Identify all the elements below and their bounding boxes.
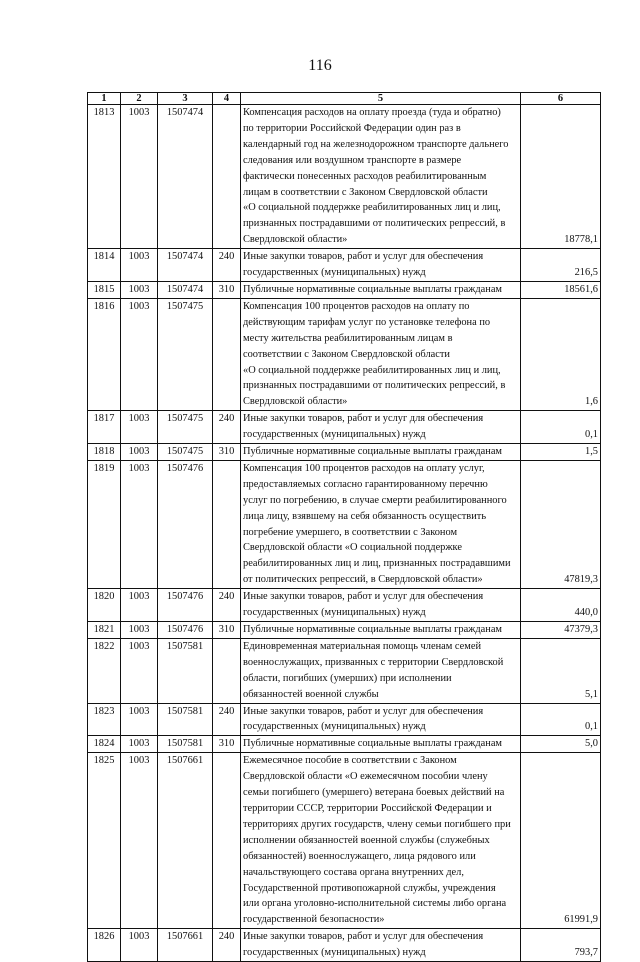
- target-article-cell: 1507476: [158, 460, 213, 588]
- section-code-cell: 1003: [121, 753, 158, 929]
- amount-cell: 1,5: [521, 444, 601, 461]
- expense-type-cell: [213, 105, 241, 249]
- table-row: [88, 298, 601, 410]
- expense-type-cell: 240: [213, 249, 241, 282]
- target-article-cell: 1507474: [158, 281, 213, 298]
- section-code-cell: 1003: [121, 460, 158, 588]
- section-code-cell: 1003: [121, 638, 158, 703]
- amount-cell: 216,5: [521, 249, 601, 282]
- target-article-cell: 1507474: [158, 249, 213, 282]
- item-name-cell: Публичные нормативные социальные выплаты гражданам: [241, 736, 521, 753]
- item-name-cell: Компенсация 100 процентов расходов на оплату по действующим тарифам услуг по установке телефона по месту жительства реабилитированным лицам в соответствии с Законом Свердловской области «О социальной поддержке реабилитированных лиц и лиц, признанных пострадавшими от политических репрессий, в Свердловской области»: [241, 298, 521, 410]
- expense-type-cell: 310: [213, 281, 241, 298]
- item-name-cell: Иные закупки товаров, работ и услуг для обеспечения государственных (муниципальных) нужд: [241, 249, 521, 282]
- header-cell: 2: [121, 93, 158, 105]
- expense-type-cell: [213, 753, 241, 929]
- section-code-cell: 1003: [121, 589, 158, 622]
- header-cell: 6: [521, 93, 601, 105]
- expense-type-cell: 310: [213, 444, 241, 461]
- section-code-cell: 1003: [121, 444, 158, 461]
- table-row: [88, 638, 601, 703]
- row-number-cell: 1822: [88, 638, 121, 703]
- amount-cell: 47379,3: [521, 622, 601, 639]
- amount-cell: 0,1: [521, 411, 601, 444]
- amount-cell: 5,0: [521, 736, 601, 753]
- amount-cell: 5,1: [521, 638, 601, 703]
- section-code-cell: 1003: [121, 736, 158, 753]
- row-number-cell: 1826: [88, 929, 121, 962]
- expense-type-cell: 240: [213, 929, 241, 962]
- target-article-cell: 1507476: [158, 589, 213, 622]
- table-row: [88, 460, 601, 588]
- item-name-cell: Иные закупки товаров, работ и услуг для обеспечения государственных (муниципальных) нужд: [241, 703, 521, 736]
- row-number-cell: 1814: [88, 249, 121, 282]
- header-cell: 1: [88, 93, 121, 105]
- expense-type-cell: [213, 638, 241, 703]
- target-article-cell: 1507661: [158, 929, 213, 962]
- target-article-cell: 1507476: [158, 622, 213, 639]
- expense-type-cell: 240: [213, 703, 241, 736]
- item-name-cell: Иные закупки товаров, работ и услуг для обеспечения государственных (муниципальных) нужд: [241, 411, 521, 444]
- budget-table: [87, 92, 601, 962]
- table-row: [88, 622, 601, 639]
- item-name-cell: Компенсация расходов на оплату проезда (туда и обратно) по территории Российской Федерации один раз в календарный год на железнодорожном транспорте дальнего следования или воздушном транспорте в размере фактически понесенных расходов реабилитированным лицам в соответствии с Законом Свердловской области «О социальной поддержке реабилитированных лиц и лиц, признанных пострадавшими от политических репрессий, в Свердловской области»: [241, 105, 521, 249]
- item-name-cell: Публичные нормативные социальные выплаты гражданам: [241, 444, 521, 461]
- amount-cell: 47819,3: [521, 460, 601, 588]
- table-row: [88, 249, 601, 282]
- section-code-cell: 1003: [121, 105, 158, 249]
- header-cell: 5: [241, 93, 521, 105]
- section-code-cell: 1003: [121, 249, 158, 282]
- row-number-cell: 1821: [88, 622, 121, 639]
- section-code-cell: 1003: [121, 281, 158, 298]
- table-row: [88, 753, 601, 929]
- table-row: [88, 411, 601, 444]
- row-number-cell: 1825: [88, 753, 121, 929]
- target-article-cell: 1507581: [158, 638, 213, 703]
- row-number-cell: 1820: [88, 589, 121, 622]
- amount-cell: 0,1: [521, 703, 601, 736]
- expense-type-cell: 240: [213, 411, 241, 444]
- section-code-cell: 1003: [121, 298, 158, 410]
- row-number-cell: 1815: [88, 281, 121, 298]
- row-number-cell: 1817: [88, 411, 121, 444]
- amount-cell: 440,0: [521, 589, 601, 622]
- target-article-cell: 1507475: [158, 411, 213, 444]
- expense-type-cell: 310: [213, 736, 241, 753]
- target-article-cell: 1507581: [158, 703, 213, 736]
- row-number-cell: 1823: [88, 703, 121, 736]
- row-number-cell: 1818: [88, 444, 121, 461]
- item-name-cell: Ежемесячное пособие в соответствии с Законом Свердловской области «О ежемесячном пособии члену семьи погибшего (умершего) ветерана боевых действий на территории СССР, территории Российской Федерации и территориях других государств, члену семьи погибшего при исполнении обязанностей военной службы (служебных обязанностей) военнослужащего, лица рядового или начальствующего состава органа внутренних дел, Государственной противопожарной службы, учреждения или органа уголовно-исполнительной системы либо органа государственной безопасности»: [241, 753, 521, 929]
- item-name-cell: Публичные нормативные социальные выплаты гражданам: [241, 622, 521, 639]
- table-row: [88, 703, 601, 736]
- table-row: [88, 736, 601, 753]
- expense-type-cell: 240: [213, 589, 241, 622]
- expense-type-cell: 310: [213, 622, 241, 639]
- header-cell: 3: [158, 93, 213, 105]
- row-number-cell: 1819: [88, 460, 121, 588]
- row-number-cell: 1824: [88, 736, 121, 753]
- section-code-cell: 1003: [121, 703, 158, 736]
- header-cell: 4: [213, 93, 241, 105]
- item-name-cell: Единовременная материальная помощь членам семей военнослужащих, призванных с территории Свердловской области, погибших (умерших) при исполнении обязанностей военной службы: [241, 638, 521, 703]
- amount-cell: 61991,9: [521, 753, 601, 929]
- target-article-cell: 1507661: [158, 753, 213, 929]
- target-article-cell: 1507474: [158, 105, 213, 249]
- amount-cell: 1,6: [521, 298, 601, 410]
- expense-type-cell: [213, 460, 241, 588]
- item-name-cell: Публичные нормативные социальные выплаты гражданам: [241, 281, 521, 298]
- target-article-cell: 1507475: [158, 444, 213, 461]
- page-number: 116: [308, 57, 332, 74]
- amount-cell: 793,7: [521, 929, 601, 962]
- table-row: [88, 281, 601, 298]
- table-row: [88, 444, 601, 461]
- section-code-cell: 1003: [121, 411, 158, 444]
- table-row: [88, 929, 601, 962]
- amount-cell: 18561,6: [521, 281, 601, 298]
- amount-cell: 18778,1: [521, 105, 601, 249]
- row-number-cell: 1816: [88, 298, 121, 410]
- table-header-row: [88, 93, 601, 105]
- target-article-cell: 1507581: [158, 736, 213, 753]
- item-name-cell: Иные закупки товаров, работ и услуг для обеспечения государственных (муниципальных) нужд: [241, 929, 521, 962]
- table-row: [88, 589, 601, 622]
- section-code-cell: 1003: [121, 929, 158, 962]
- item-name-cell: Иные закупки товаров, работ и услуг для обеспечения государственных (муниципальных) нужд: [241, 589, 521, 622]
- row-number-cell: 1813: [88, 105, 121, 249]
- target-article-cell: 1507475: [158, 298, 213, 410]
- item-name-cell: Компенсация 100 процентов расходов на оплату услуг, предоставляемых согласно гарантированному перечню услуг по погребению, в случае смерти реабилитированного лица лицу, взявшему на себя обязанность осуществить погребение умершего, в соответствии с Законом Свердловской области «О социальной поддержке реабилитированных лиц и лиц, признанных пострадавшими от политических репрессий, в Свердловской области»: [241, 460, 521, 588]
- expense-type-cell: [213, 298, 241, 410]
- table-row: [88, 105, 601, 249]
- section-code-cell: 1003: [121, 622, 158, 639]
